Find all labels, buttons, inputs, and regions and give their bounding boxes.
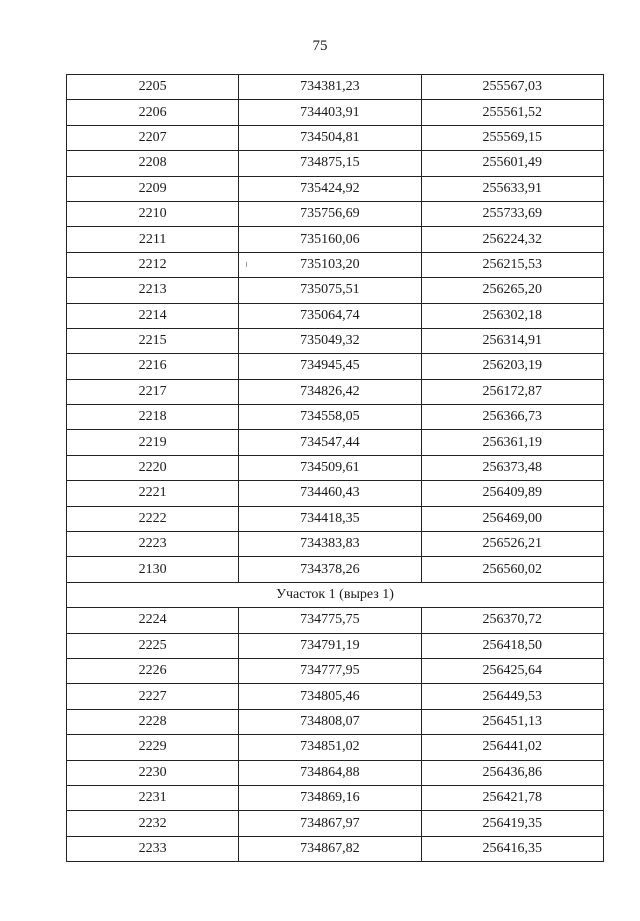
point-number-cell: 2210 xyxy=(67,201,239,226)
x-coordinate-cell: 734808,07 xyxy=(239,709,421,734)
y-coordinate-cell: 256203,19 xyxy=(421,354,603,379)
table-row xyxy=(67,811,604,836)
point-number-cell: 2213 xyxy=(67,278,239,303)
y-coordinate-cell: 256370,72 xyxy=(421,608,603,633)
y-coordinate-cell: 256441,02 xyxy=(421,735,603,760)
point-number-cell: 2215 xyxy=(67,328,239,353)
x-coordinate-cell: 735064,74 xyxy=(239,303,421,328)
y-coordinate-cell: 256215,53 xyxy=(421,252,603,277)
y-coordinate-cell: 255601,49 xyxy=(421,151,603,176)
table-row xyxy=(67,176,604,201)
table-row xyxy=(67,379,604,404)
point-number-cell: 2230 xyxy=(67,760,239,785)
y-coordinate-cell: 256451,13 xyxy=(421,709,603,734)
x-coordinate-cell: 734547,44 xyxy=(239,430,421,455)
point-number-cell: 2232 xyxy=(67,811,239,836)
x-coordinate-cell: 734869,16 xyxy=(239,785,421,810)
point-number-cell: 2233 xyxy=(67,836,239,861)
y-coordinate-cell: 256373,48 xyxy=(421,455,603,480)
coordinates-table xyxy=(66,74,604,862)
x-coordinate-cell: 734791,19 xyxy=(239,633,421,658)
table-row xyxy=(67,354,604,379)
table-row xyxy=(67,455,604,480)
point-number-cell: 2218 xyxy=(67,405,239,430)
point-number-cell: 2229 xyxy=(67,735,239,760)
y-coordinate-cell: 256526,21 xyxy=(421,532,603,557)
table-row xyxy=(67,760,604,785)
table-row xyxy=(67,405,604,430)
point-number-cell: 2217 xyxy=(67,379,239,404)
x-coordinate-cell: 734945,45 xyxy=(239,354,421,379)
x-coordinate-cell: 734851,02 xyxy=(239,735,421,760)
y-coordinate-cell: 256416,35 xyxy=(421,836,603,861)
y-coordinate-cell: 256425,64 xyxy=(421,658,603,683)
x-coordinate-cell: 735103,20 xyxy=(239,252,421,277)
point-number-cell: 2226 xyxy=(67,658,239,683)
page-number: 75 xyxy=(312,38,328,54)
y-coordinate-cell: 256172,87 xyxy=(421,379,603,404)
point-number-cell: 2222 xyxy=(67,506,239,531)
table-row xyxy=(67,506,604,531)
table-row xyxy=(67,658,604,683)
point-number-cell: 2227 xyxy=(67,684,239,709)
point-number-cell: 2225 xyxy=(67,633,239,658)
point-number-cell: 2207 xyxy=(67,125,239,150)
y-coordinate-cell: 256302,18 xyxy=(421,303,603,328)
y-coordinate-cell: 255569,15 xyxy=(421,125,603,150)
x-coordinate-cell: 735049,32 xyxy=(239,328,421,353)
x-coordinate-cell: 735160,06 xyxy=(239,227,421,252)
table-row xyxy=(67,557,604,582)
point-number-cell: 2212 xyxy=(67,252,239,277)
point-number-cell: 2208 xyxy=(67,151,239,176)
point-number-cell: 2205 xyxy=(67,75,239,100)
x-coordinate-cell: 734403,91 xyxy=(239,100,421,125)
point-number-cell: 2231 xyxy=(67,785,239,810)
y-coordinate-cell: 256560,02 xyxy=(421,557,603,582)
x-coordinate-cell: 734460,43 xyxy=(239,481,421,506)
table-row xyxy=(67,100,604,125)
point-number-cell: 2206 xyxy=(67,100,239,125)
y-coordinate-cell: 256265,20 xyxy=(421,278,603,303)
table-row xyxy=(67,151,604,176)
x-coordinate-cell: 734381,23 xyxy=(239,75,421,100)
y-coordinate-cell: 255633,91 xyxy=(421,176,603,201)
table-row xyxy=(67,125,604,150)
x-coordinate-cell: 734509,61 xyxy=(239,455,421,480)
x-coordinate-cell: 734826,42 xyxy=(239,379,421,404)
point-number-cell: 2214 xyxy=(67,303,239,328)
x-coordinate-cell: 734775,75 xyxy=(239,608,421,633)
table-row xyxy=(67,201,604,226)
table-row xyxy=(67,303,604,328)
y-coordinate-cell: 256469,00 xyxy=(421,506,603,531)
point-number-cell: 2211 xyxy=(67,227,239,252)
table-row xyxy=(67,735,604,760)
point-number-cell: 2224 xyxy=(67,608,239,633)
y-coordinate-cell: 256224,32 xyxy=(421,227,603,252)
table-row xyxy=(67,684,604,709)
x-coordinate-cell: 735075,51 xyxy=(239,278,421,303)
x-coordinate-cell: 735424,92 xyxy=(239,176,421,201)
y-coordinate-cell: 256418,50 xyxy=(421,633,603,658)
x-coordinate-cell: 734867,97 xyxy=(239,811,421,836)
table-row xyxy=(67,227,604,252)
x-coordinate-cell: 734383,83 xyxy=(239,532,421,557)
section-title: Участок 1 (вырез 1) xyxy=(67,582,604,607)
section-row xyxy=(67,582,604,607)
point-number-cell: 2219 xyxy=(67,430,239,455)
point-number-cell: 2216 xyxy=(67,354,239,379)
point-number-cell: 2228 xyxy=(67,709,239,734)
table-row xyxy=(67,75,604,100)
y-coordinate-cell: 256314,91 xyxy=(421,328,603,353)
y-coordinate-cell: 256409,89 xyxy=(421,481,603,506)
table-row xyxy=(67,430,604,455)
y-coordinate-cell: 255567,03 xyxy=(421,75,603,100)
x-coordinate-cell: 734504,81 xyxy=(239,125,421,150)
table-row xyxy=(67,785,604,810)
table-row xyxy=(67,608,604,633)
y-coordinate-cell: 256449,53 xyxy=(421,684,603,709)
point-number-cell: 2209 xyxy=(67,176,239,201)
point-number-cell: 2223 xyxy=(67,532,239,557)
coordinates-table-body xyxy=(67,75,604,862)
x-coordinate-cell: 734864,88 xyxy=(239,760,421,785)
y-coordinate-cell: 256361,19 xyxy=(421,430,603,455)
point-number-cell: 2220 xyxy=(67,455,239,480)
x-coordinate-cell: 734777,95 xyxy=(239,658,421,683)
table-row xyxy=(67,278,604,303)
point-number-cell: 2221 xyxy=(67,481,239,506)
x-coordinate-cell: 734805,46 xyxy=(239,684,421,709)
x-coordinate-cell: 734867,82 xyxy=(239,836,421,861)
y-coordinate-cell: 255561,52 xyxy=(421,100,603,125)
table-row xyxy=(67,252,604,277)
table-row xyxy=(67,836,604,861)
table-row xyxy=(67,633,604,658)
table-row xyxy=(67,481,604,506)
x-coordinate-cell: 734875,15 xyxy=(239,151,421,176)
table-row xyxy=(67,709,604,734)
y-coordinate-cell: 255733,69 xyxy=(421,201,603,226)
x-coordinate-cell: 734558,05 xyxy=(239,405,421,430)
x-coordinate-cell: 735756,69 xyxy=(239,201,421,226)
y-coordinate-cell: 256436,86 xyxy=(421,760,603,785)
table-row xyxy=(67,328,604,353)
y-coordinate-cell: 256366,73 xyxy=(421,405,603,430)
y-coordinate-cell: 256421,78 xyxy=(421,785,603,810)
y-coordinate-cell: 256419,35 xyxy=(421,811,603,836)
x-coordinate-cell: 734418,35 xyxy=(239,506,421,531)
x-coordinate-cell: 734378,26 xyxy=(239,557,421,582)
table-row xyxy=(67,532,604,557)
point-number-cell: 2130 xyxy=(67,557,239,582)
